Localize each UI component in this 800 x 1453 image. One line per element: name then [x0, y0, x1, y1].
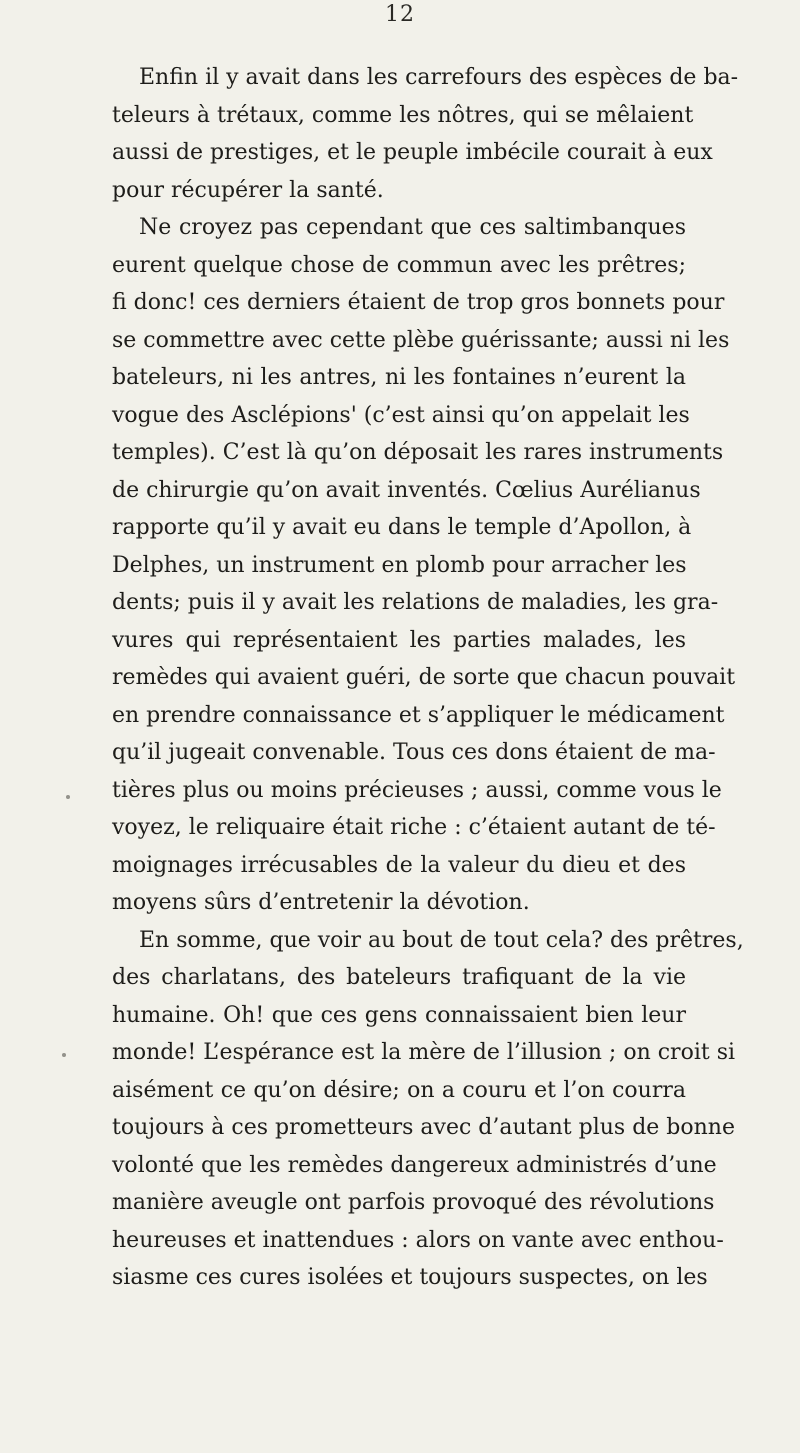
- text-line: Enfin il y avait dans les carrefours des espèces de ba-: [139, 65, 739, 90]
- text-line: des charlatans, des bateleurs trafiquant de la vie: [112, 965, 686, 990]
- text-line: remèdes qui avaient guéri, de sorte que chacun pouvait: [112, 665, 736, 690]
- page-number: 12: [385, 2, 415, 27]
- text-line: monde! L’espérance est la mère de l’illusion ; on croit si: [112, 1040, 736, 1065]
- text-line: teleurs à trétaux, comme les nôtres, qui se mêlaient: [112, 102, 694, 128]
- text-line: se commettre avec cette plèbe guérissante; aussi ni les: [112, 327, 730, 353]
- text-line: volonté que les remèdes dangereux administrés d’une: [112, 1152, 717, 1178]
- text-line: Ne croyez pas cependant que ces saltimbanques: [139, 215, 686, 240]
- print-speck: [66, 795, 70, 799]
- body-text: [112, 59, 744, 1297]
- text-line: moyens sûrs d’entretenir la dévotion.: [112, 890, 530, 915]
- text-line: de chirurgie qu’on avait inventés. Cœlius Aurélianus: [112, 477, 701, 503]
- text-line: humaine. Oh! que ces gens connaissaient bien leur: [112, 1002, 686, 1028]
- text-line: en prendre connaissance et s’appliquer le médicament: [112, 702, 725, 728]
- text-line: En somme, que voir au bout de tout cela? des prêtres,: [139, 927, 744, 953]
- text-line: fi donc! ces derniers étaient de trop gros bonnets pour: [112, 290, 725, 315]
- text-line: moignages irrécusables de la valeur du dieu et des: [112, 852, 686, 878]
- text-line: aussi de prestiges, et le peuple imbécile courait à eux: [112, 140, 713, 165]
- text-line: manière aveugle ont parfois provoqué des révolutions: [112, 1190, 715, 1215]
- text-line: bateleurs, ni les antres, ni les fontaines n’eurent la: [112, 365, 686, 390]
- text-line: eurent quelque chose de commun avec les prêtres;: [112, 252, 686, 278]
- text-line: qu’il jugeait convenable. Tous ces dons étaient de ma-: [112, 740, 716, 765]
- print-speck: [62, 1053, 66, 1057]
- text-line: siasme ces cures isolées et toujours suspectes, on les: [112, 1265, 708, 1290]
- text-line: Delphes, un instrument en plomb pour arracher les: [112, 552, 687, 578]
- text-line: voyez, le reliquaire était riche : c’étaient autant de té-: [112, 815, 716, 840]
- text-line: toujours à ces prometteurs avec d’autant plus de bonne: [112, 1115, 735, 1140]
- text-line: dents; puis il y avait les relations de maladies, les gra-: [112, 590, 719, 615]
- text-line: tières plus ou moins précieuses ; aussi, comme vous le: [112, 777, 722, 803]
- text-line: vures qui représentaient les parties malades, les: [112, 627, 686, 653]
- text-line: aisément ce qu’on désire; on a couru et l’on courra: [112, 1077, 686, 1103]
- text-line: rapporte qu’il y avait eu dans le temple d’Apollon, à: [112, 515, 692, 540]
- text-line: vogue des Asclépions' (c’est ainsi qu’on appelait les: [112, 402, 690, 428]
- text-line: temples). C’est là qu’on déposait les rares instruments: [112, 440, 724, 465]
- text-line: heureuses et inattendues : alors on vante avec enthou-: [112, 1227, 724, 1253]
- text-line: pour récupérer la santé.: [112, 177, 384, 203]
